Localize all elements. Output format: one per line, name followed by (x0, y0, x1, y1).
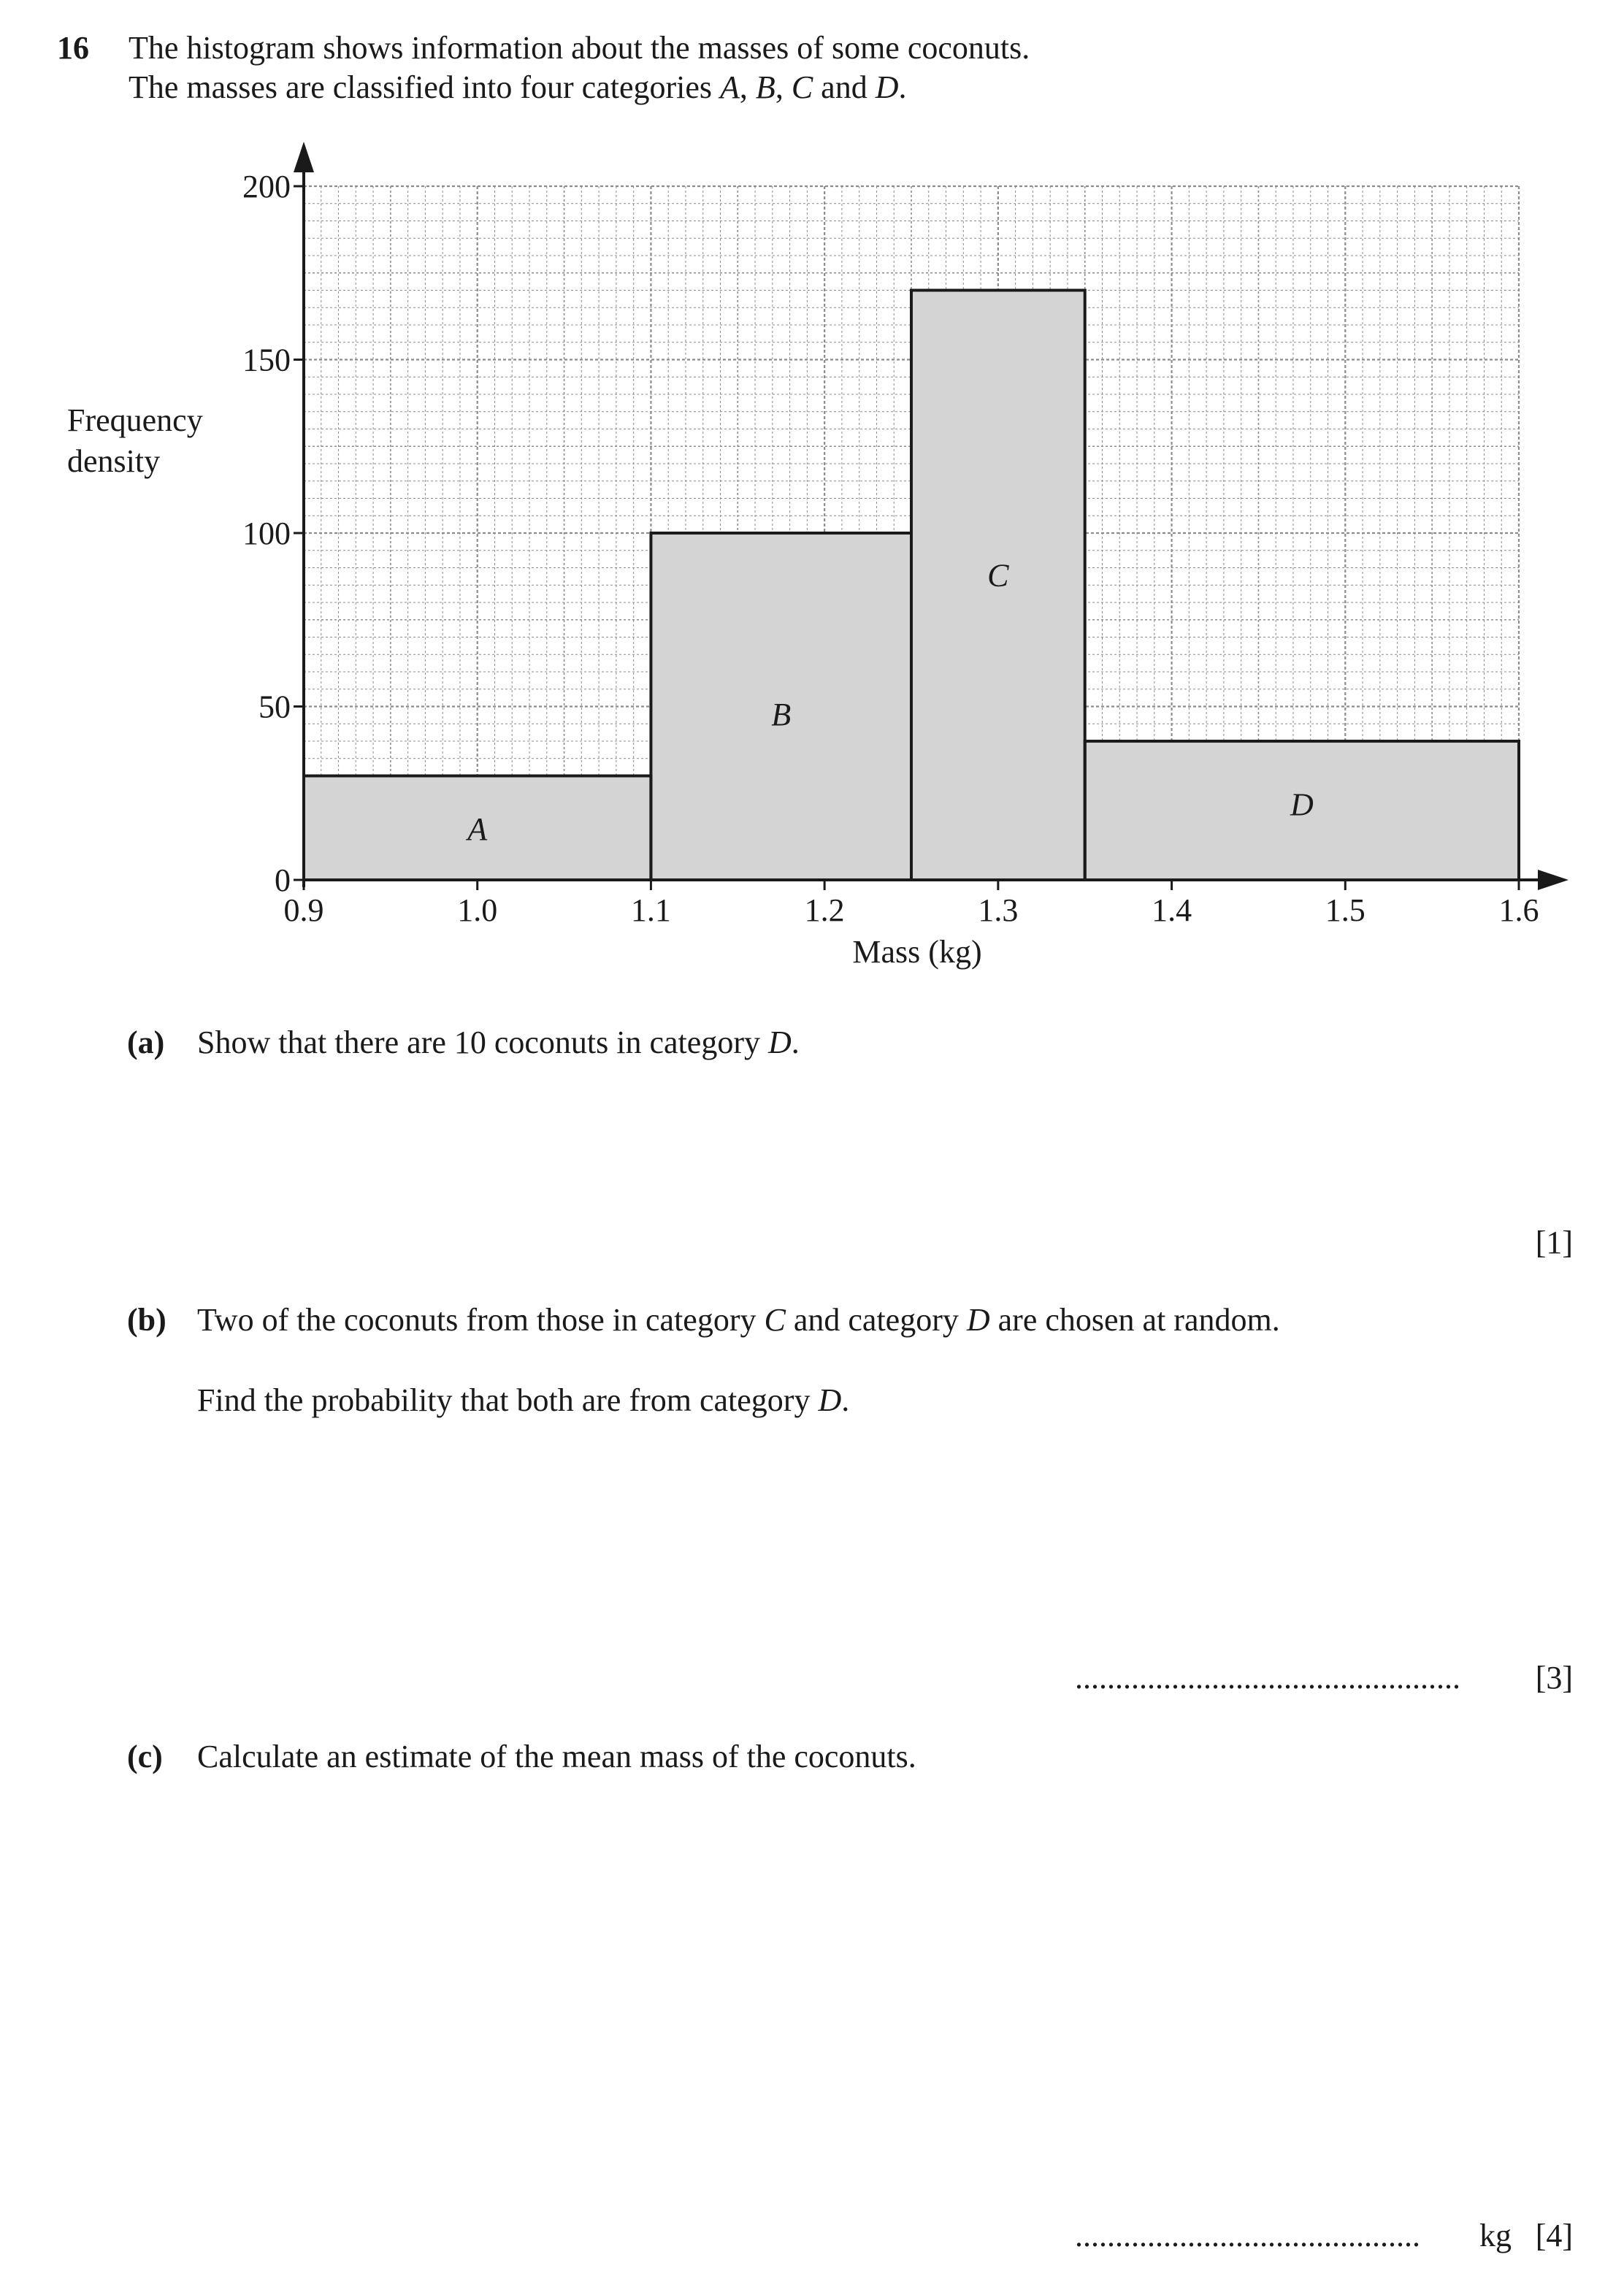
y-tick-label: 0 (275, 862, 291, 898)
part-a-marks: [1] (1535, 1225, 1573, 1260)
part-b-answer-line[interactable]: ................................................ (1075, 1660, 1460, 1696)
part-c-marks: [4] (1535, 2218, 1573, 2253)
x-tick-label: 1.2 (804, 892, 845, 928)
x-axis-arrow (1538, 870, 1569, 890)
histogram-chart (0, 131, 1624, 993)
x-tick-label: 1.0 (457, 892, 498, 928)
part-a-label: (a) (127, 1024, 165, 1060)
category-label: C (791, 69, 813, 105)
y-tick-label: 200 (242, 169, 291, 204)
x-tick-label: 1.6 (1498, 892, 1539, 928)
y-tick-label: 150 (242, 342, 291, 378)
x-axis-label: Mass (kg) (852, 934, 982, 970)
y-tick-label: 50 (258, 689, 291, 725)
x-tick-label: 1.5 (1325, 892, 1366, 928)
x-tick-label: 0.9 (283, 892, 324, 928)
y-axis-label-line1: Frequency (67, 402, 203, 438)
category-label: A (720, 69, 740, 105)
bar-label-A: A (467, 811, 488, 847)
intro-line-1: The histogram shows information about the masses of some coconuts. (129, 30, 1030, 66)
bar-label-B: B (771, 697, 792, 732)
x-tick-label: 1.4 (1152, 892, 1192, 928)
part-b-marks: [3] (1535, 1660, 1573, 1696)
y-axis-label-line2: density (67, 443, 161, 479)
part-c-label: (c) (127, 1739, 163, 1774)
question-number: 16 (57, 30, 89, 66)
category-label: D (875, 69, 899, 105)
category-label: B (755, 69, 775, 105)
part-b-text-1: Two of the coconuts from those in category C and category D are chosen at random. (197, 1302, 1280, 1338)
part-a-text: Show that there are 10 coconuts in category D. (197, 1024, 800, 1060)
part-c-text: Calculate an estimate of the mean mass of the coconuts. (197, 1739, 916, 1774)
category-label: D (966, 1302, 990, 1338)
bar-label-D: D (1290, 786, 1314, 823)
part-b-label: (b) (127, 1302, 166, 1338)
y-tick-label: 100 (242, 516, 291, 551)
x-tick-label: 1.3 (978, 892, 1019, 928)
part-c-answer-line[interactable]: ........................................... (1075, 2218, 1420, 2253)
bar-label-C: C (987, 557, 1009, 594)
category-label: C (764, 1302, 786, 1338)
intro-line-2: The masses are classified into four categories A, B, C and D. (129, 69, 907, 105)
y-axis-arrow (294, 142, 314, 172)
part-b-text-2: Find the probability that both are from category D. (197, 1382, 850, 1418)
category-label: D (767, 1024, 792, 1060)
part-c-unit: kg (1479, 2218, 1512, 2253)
x-tick-label: 1.1 (630, 892, 671, 928)
category-label: D (818, 1382, 842, 1418)
